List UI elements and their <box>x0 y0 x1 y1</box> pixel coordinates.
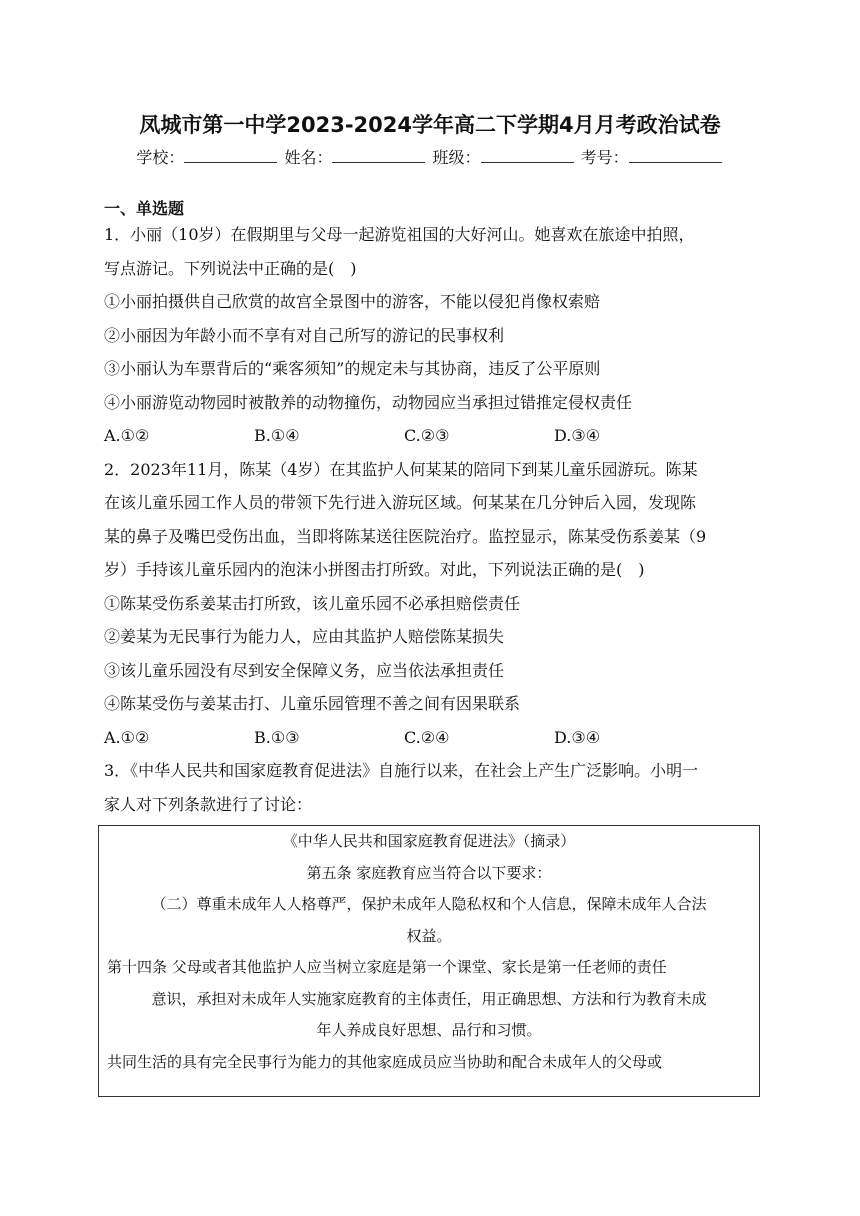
statement-line: ④陈某受伤与姜某击打、儿童乐园管理不善之间有因果联系 <box>104 694 521 713</box>
statement-line: ①小丽拍摄供自己欣赏的故宫全景图中的游客，不能以侵犯肖像权索赔 <box>104 292 601 311</box>
article-14-cont: 年人养成良好思想、品行和习惯。 <box>316 1021 542 1039</box>
id-blank <box>629 145 722 163</box>
answer-options <box>104 721 764 755</box>
question-line: 写点游记。下列说法中正确的是( ) <box>104 258 357 278</box>
option-b: B.①④ <box>254 426 300 445</box>
option-a: A.①② <box>104 426 150 445</box>
question-line: 岁）手持该儿童乐园内的泡沫小拼图击打所致。对此，下列说法正确的是( ) <box>104 560 645 579</box>
question-line: 在该儿童乐园工作人员的带领下先行进入游玩区域。何某某在几分钟后入园，发现陈 <box>104 493 697 512</box>
question-3 <box>104 754 764 821</box>
statement-line: ①陈某受伤系姜某击打所致，该儿童乐园不必承担赔偿责任 <box>104 593 521 613</box>
question-line: 家人对下列条款进行了讨论： <box>104 794 313 814</box>
class-blank <box>481 145 574 163</box>
option-d: D.③④ <box>554 426 601 445</box>
option-d: D.③④ <box>554 727 601 747</box>
name-label: 姓名： <box>284 148 333 167</box>
name-blank <box>332 145 425 163</box>
answer-options <box>104 419 764 453</box>
school-blank <box>184 145 277 163</box>
question-line: 3．《中华人民共和国家庭教育促进法》自施行以来，在社会上产生广泛影响。小明一 <box>104 761 699 780</box>
exam-title: 凤城市第一中学2023-2024学年高二下学期4月月考政治试卷 <box>139 113 721 137</box>
excerpt-heading: 《中华人民共和国家庭教育促进法》（摘录） <box>282 832 576 850</box>
id-label: 考号： <box>580 148 629 167</box>
article-14-para-2: 共同生活的具有完全民事行为能力的其他家庭成员应当协助和配合未成年人的父母或 <box>107 1052 663 1071</box>
school-label: 学校： <box>136 148 185 167</box>
option-c: C.②③ <box>404 426 450 445</box>
statement-line: ②小丽因为年龄小而不享有对自己所写的游记的民事权利 <box>104 325 505 345</box>
option-c: C.②④ <box>404 727 450 747</box>
statement-line: ③该儿童乐园没有尽到安全保障义务，应当依法承担责任 <box>104 660 505 680</box>
question-1 <box>104 218 764 453</box>
option-a: A.①② <box>104 727 150 747</box>
option-b: B.①③ <box>254 727 300 747</box>
article-14: 第十四条 父母或者其他监护人应当树立家庭是第一个课堂、家长是第一任老师的责任 <box>107 958 667 976</box>
question-line: 某的鼻子及嘴巴受伤出血，当即将陈某送往医院治疗。监控显示，陈某受伤系姜某（9 <box>104 526 707 546</box>
questions <box>104 218 764 821</box>
article-5-item-2: （二）尊重未成年人人格尊严，保护未成年人隐私权和个人信息，保障未成年人合法 <box>151 895 707 913</box>
statement-line: ②姜某为无民事行为能力人，应由其监护人赔偿陈某损失 <box>104 627 505 646</box>
statement-line: ③小丽认为车票背后的“乘客须知”的规定未与其协商，违反了公平原则 <box>104 359 601 378</box>
section-heading: 一、单选题 <box>104 199 185 218</box>
question-2 <box>104 453 764 755</box>
statement-line: ④小丽游览动物园时被散养的动物撞伤，动物园应当承担过错推定侵权责任 <box>104 392 633 412</box>
article-5-item-2-cont: 权益。 <box>406 926 452 945</box>
question-line: 1．小丽（10岁）在假期里与父母一起游览祖国的大好河山。她喜欢在旅途中拍照， <box>104 225 695 244</box>
article-14-cont: 意识，承担对未成年人实施家庭教育的主体责任，用正确思想、方法和行为教育未成 <box>151 989 707 1008</box>
law-excerpt-box <box>98 825 760 1097</box>
question-line: 2．2023年11月，陈某（4岁）在其监护人何某某的陪同下到某儿童乐园游玩。陈某 <box>104 459 698 479</box>
class-label: 班级： <box>432 148 481 167</box>
article-5: 第五条 家庭教育应当符合以下要求： <box>306 863 552 882</box>
student-info-row <box>0 145 860 171</box>
